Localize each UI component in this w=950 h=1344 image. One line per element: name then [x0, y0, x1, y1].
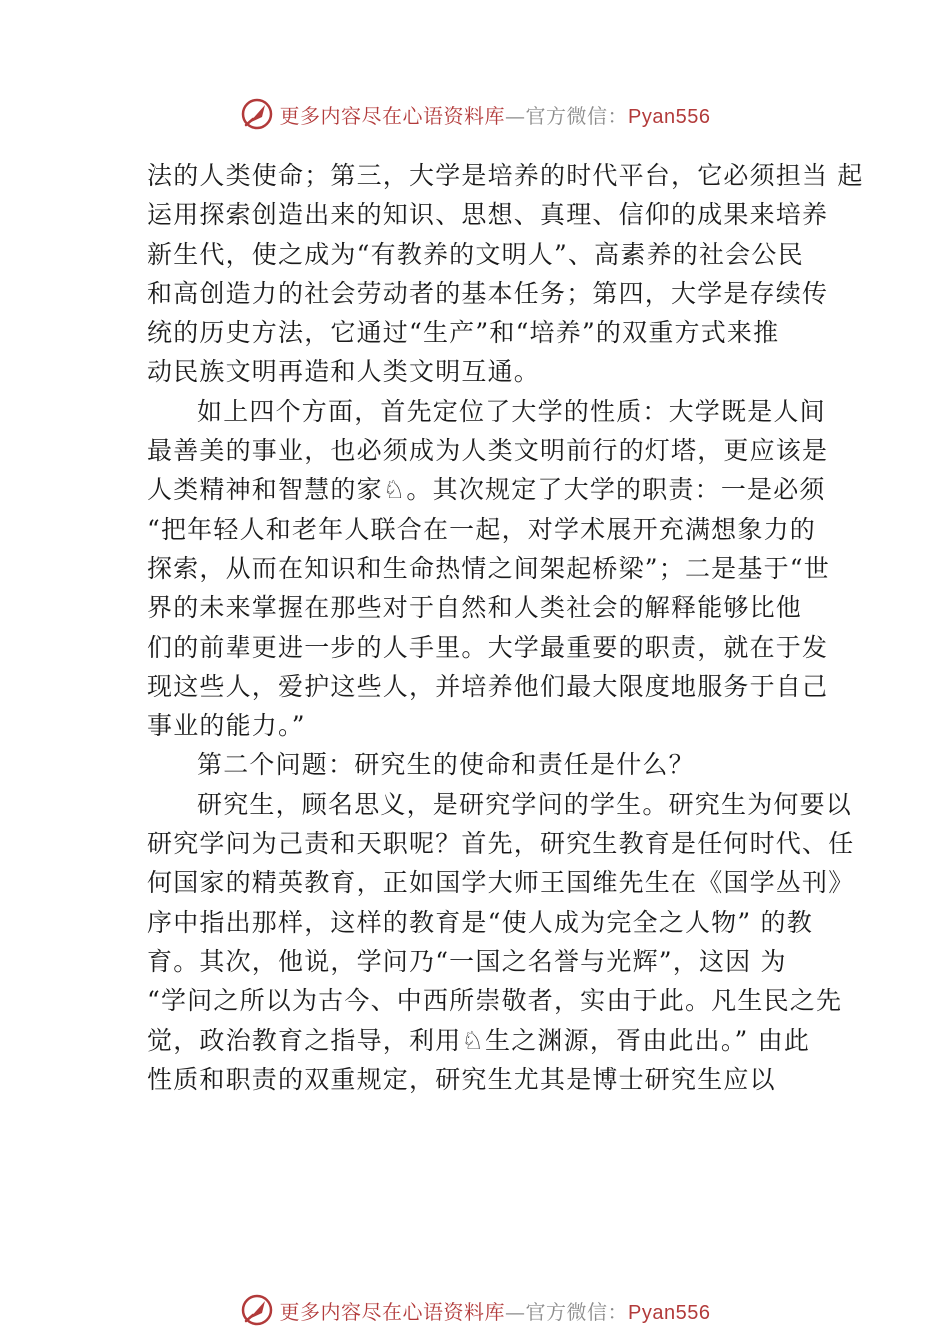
- text-line: 人类精神和智慧的家♘。其次规定了大学的职责：一是必须: [147, 475, 826, 505]
- text-line: 第二个问题：研究生的使命和责任是什么？: [197, 750, 695, 780]
- text-line: 最善美的事业，也必须成为人类文明前行的灯塔，更应该是: [147, 436, 829, 466]
- footer-wechat-label: 官方微信：: [525, 1299, 629, 1324]
- footer-banner-dash: —: [505, 1299, 526, 1324]
- header-banner-text: [280, 100, 711, 129]
- header-wechat-label: 官方微信：: [525, 103, 629, 128]
- footer-wechat-id: Pyan556: [628, 1301, 711, 1324]
- text-line: 探索，从而在知识和生命热情之间架起桥梁”；二是基于“世: [147, 553, 830, 583]
- header-banner: [0, 94, 950, 134]
- text-line: 育。其次，他说，学问乃“一国之名誉与光辉”，这因 为: [147, 946, 787, 976]
- header-wechat-id: Pyan556: [628, 105, 711, 128]
- text-line: 何国家的精英教育，正如国学大师王国维先生在《国学丛刊》: [147, 868, 855, 898]
- text-line: 研究学问为己责和天职呢？首先，研究生教育是任何时代、任: [147, 829, 855, 859]
- text-line: 界的未来掌握在那些对于自然和人类社会的解释能够比他: [147, 593, 803, 623]
- text-line: 性质和职责的双重规定，研究生尤其是博士研究生应以: [147, 1064, 776, 1094]
- footer-banner-text: [280, 1296, 711, 1325]
- text-line: 事业的能力。”: [147, 711, 306, 741]
- text-line: 觉，政治教育之指导，利用♘生之渊源，胥由此出。” 由此: [147, 1025, 811, 1055]
- quill-logo-icon: [240, 97, 274, 131]
- text-line: “学问之所以为古今、中西所崇敬者，实由于此。凡生民之先: [147, 986, 843, 1016]
- text-line: 序中指出那样，这样的教育是“使人成为完全之人物” 的教: [147, 907, 813, 937]
- text-line: 法的人类使命；第三，大学是培养的时代平台，它必须担当 起: [147, 161, 864, 190]
- text-line: 现这些人，爱护这些人，并培养他们最大限度地服务于自己: [147, 671, 829, 701]
- text-line: 们的前辈更进一步的人手里。大学最重要的职责，就在于发: [147, 632, 829, 662]
- footer-banner-title: 更多内容尽在心语资料库: [279, 1299, 506, 1324]
- text-line: 动民族文明再造和人类文明互通。: [147, 357, 541, 387]
- header-banner-dash: —: [505, 103, 526, 128]
- quill-logo-icon: [240, 1293, 274, 1327]
- footer-banner: [0, 1290, 950, 1330]
- document-body: [147, 156, 864, 1099]
- header-banner-title: 更多内容尽在心语资料库: [279, 103, 506, 128]
- text-line: 研究生，顾名思义，是研究学问的学生。研究生为何要以: [197, 789, 853, 819]
- text-line: 统的历史方法，它通过“生产”和“培养”的双重方式来推: [147, 318, 780, 348]
- text-line: 如上四个方面，首先定位了大学的性质：大学既是人间: [197, 396, 826, 426]
- text-line: 和高创造力的社会劳动者的基本任务；第四，大学是存续传: [147, 278, 829, 308]
- text-line: 运用探索创造出来的知识、思想、真理、信仰的成果来培养: [147, 200, 829, 230]
- text-line: 新生代，使之成为“有教养的文明人”、高素养的社会公民: [147, 239, 804, 269]
- text-line: “把年轻人和老年人联合在一起，对学术展开充满想象力的: [147, 514, 816, 544]
